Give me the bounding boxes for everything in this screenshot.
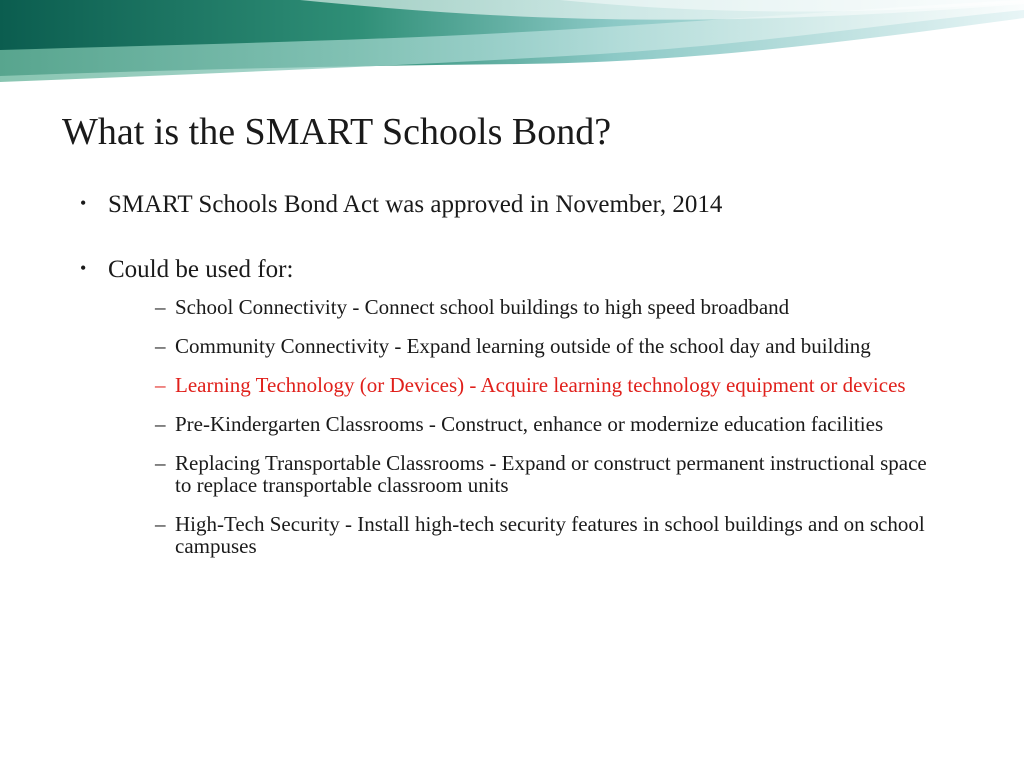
dash-marker: – xyxy=(155,373,166,397)
sub-bullet-item xyxy=(155,413,935,435)
dash-marker: – xyxy=(155,412,166,436)
bullet-item xyxy=(80,253,293,285)
sub-bullet-item xyxy=(155,452,935,496)
header-swoosh-decoration xyxy=(0,0,1024,84)
dash-marker: – xyxy=(155,451,166,475)
bullet-item xyxy=(80,188,722,220)
dash-marker: – xyxy=(155,334,166,358)
sub-bullet-text: Pre-Kindergarten Classrooms - Construct, enhance or modernize education facilities xyxy=(175,412,884,436)
bullet-marker: • xyxy=(80,193,87,213)
dash-marker: – xyxy=(155,512,166,536)
bullet-text: SMART Schools Bond Act was approved in November, 2014 xyxy=(108,191,723,218)
bullet-text: Could be used for: xyxy=(108,256,294,283)
sub-bullet-text: High-Tech Security - Install high-tech security features in school buildings and on school campuses xyxy=(175,512,925,558)
sub-bullet-item xyxy=(155,513,935,557)
sub-bullet-item-highlighted xyxy=(155,374,935,396)
slide-title: What is the SMART Schools Bond? xyxy=(62,111,612,153)
sub-bullet-text: Replacing Transportable Classrooms - Expand or construct permanent instructional space to replace transportable classroom units xyxy=(175,451,927,497)
sub-bullet-text: Learning Technology (or Devices) - Acquire learning technology equipment or devices xyxy=(175,373,906,397)
dash-marker: – xyxy=(155,295,166,319)
sub-bullet-text: School Connectivity - Connect school buildings to high speed broadband xyxy=(175,295,790,319)
sub-bullet-list xyxy=(155,296,935,574)
sub-bullet-item xyxy=(155,335,935,357)
bullet-marker: • xyxy=(80,258,87,278)
sub-bullet-item xyxy=(155,296,935,318)
sub-bullet-text: Community Connectivity - Expand learning outside of the school day and building xyxy=(175,334,871,358)
